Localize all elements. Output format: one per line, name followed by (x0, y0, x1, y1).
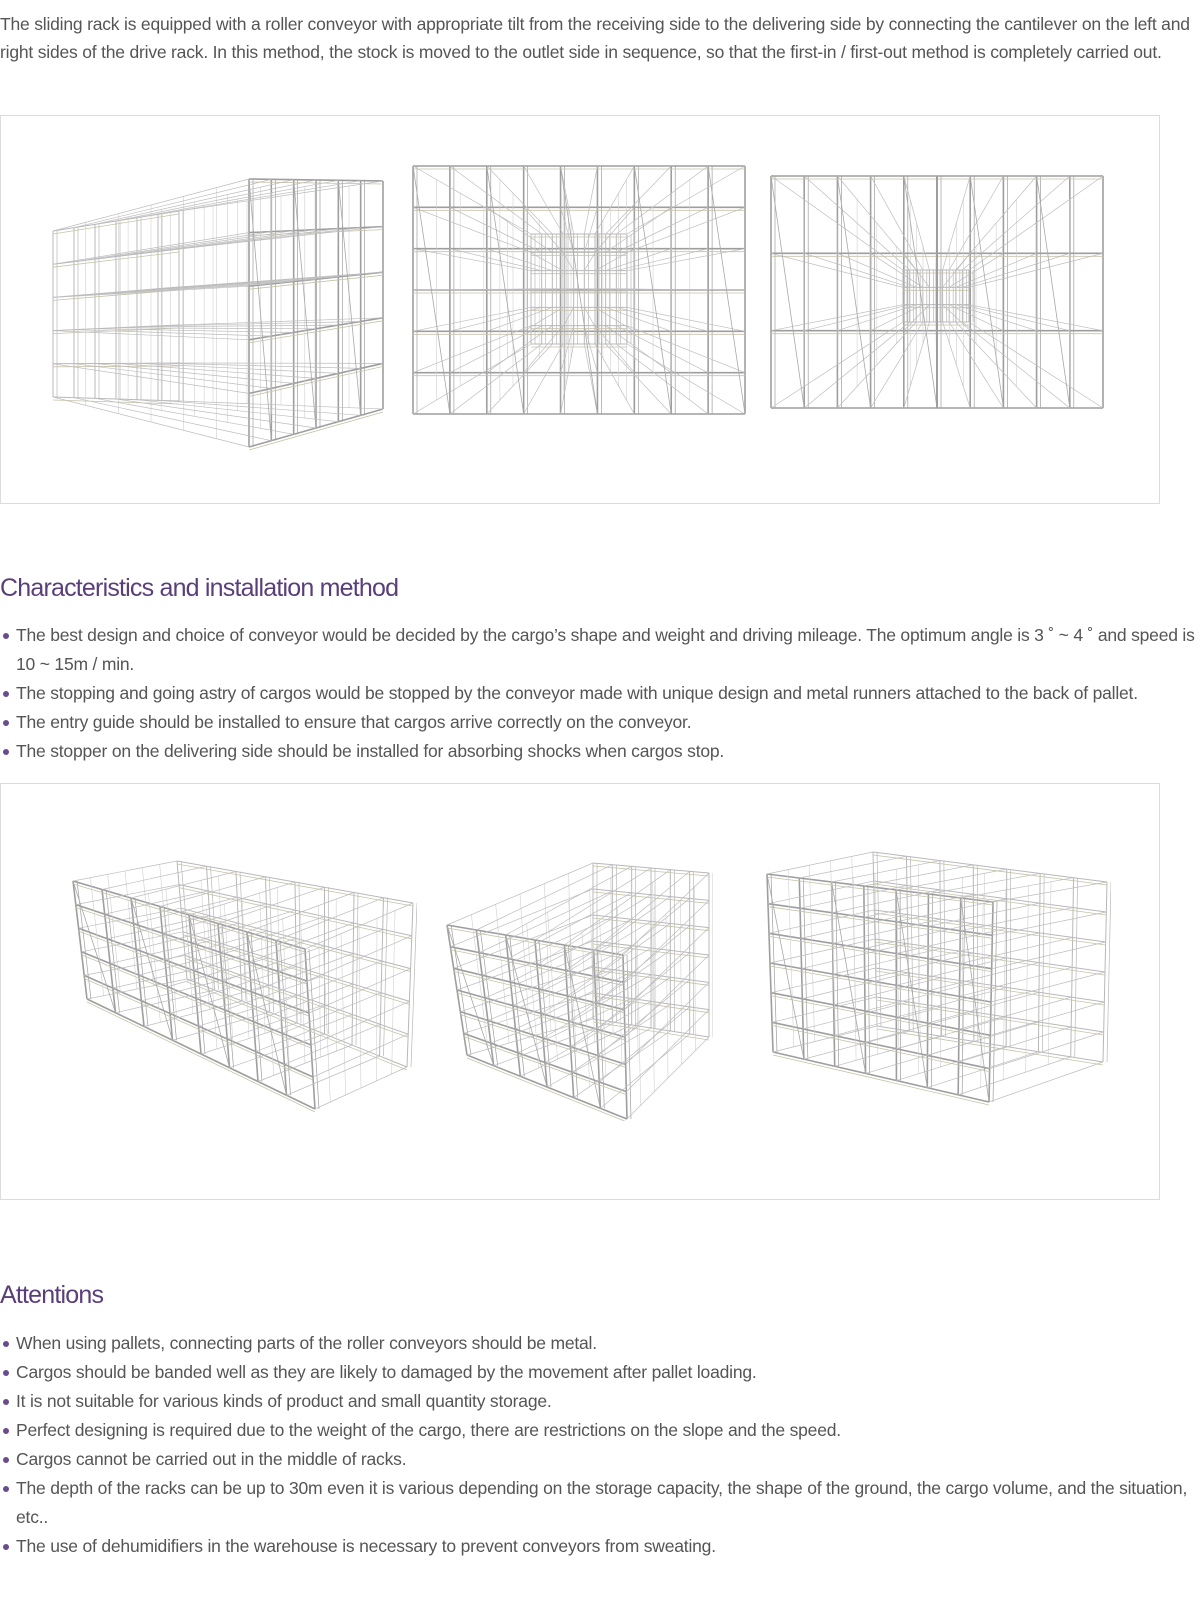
list-item: Cargos should be banded well as they are likely to damaged by the movement after pallet loading. (0, 1358, 1195, 1387)
list-item: The depth of the racks can be up to 30m even it is various depending on the storage capacity, the shape of the ground, the cargo volume, and the situation, etc.. (0, 1474, 1195, 1532)
rack-front-illustration (411, 164, 747, 416)
list-item: Perfect designing is required due to the weight of the cargo, there are restrictions on the slope and the speed. (0, 1416, 1195, 1445)
list-item: The entry guide should be installed to ensure that cargos arrive correctly on the conveyor. (0, 708, 1195, 737)
rack-iso-left-illustration (67, 859, 417, 1115)
section-title-characteristics: Characteristics and installation method (0, 574, 399, 602)
intro-paragraph: The sliding rack is equipped with a roller conveyor with appropriate tilt from the receiving side to the delivering side by connecting the cantilever on the left and right sides of the drive rack. In this method, the stock is moved to the outlet side in sequence, so that the first-in / first-out method is completely carried out. (0, 14, 1190, 62)
list-item: The best design and choice of conveyor would be decided by the cargo’s shape and weight and driving mileage. The optimum angle is 3 ˚ ~ 4 ˚ and speed is 10 ~ 15m / min. (0, 621, 1195, 679)
rack-iso-right-illustration (763, 846, 1111, 1108)
list-item: The stopping and going astry of cargos would be stopped by the conveyor made with unique design and metal runners attached to the back of pallet. (0, 679, 1195, 708)
figure-panel-top (0, 115, 1160, 504)
list-item: It is not suitable for various kinds of product and small quantity storage. (0, 1387, 1195, 1416)
characteristics-list (0, 621, 1195, 766)
rack-interior-illustration (769, 174, 1105, 410)
list-item: Cargos cannot be carried out in the middle of racks. (0, 1445, 1195, 1474)
list-item: When using pallets, connecting parts of the roller conveyors should be metal. (0, 1329, 1195, 1358)
rack-iso-center-illustration (443, 859, 713, 1121)
attentions-list (0, 1329, 1195, 1561)
section-title-attentions: Attentions (0, 1281, 104, 1309)
rack-perspective-illustration (49, 171, 385, 451)
figure-panel-bottom (0, 783, 1160, 1200)
list-item: The stopper on the delivering side should be installed for absorbing shocks when cargos stop. (0, 737, 1195, 766)
list-item: The use of dehumidifiers in the warehouse is necessary to prevent conveyors from sweating. (0, 1532, 1195, 1561)
